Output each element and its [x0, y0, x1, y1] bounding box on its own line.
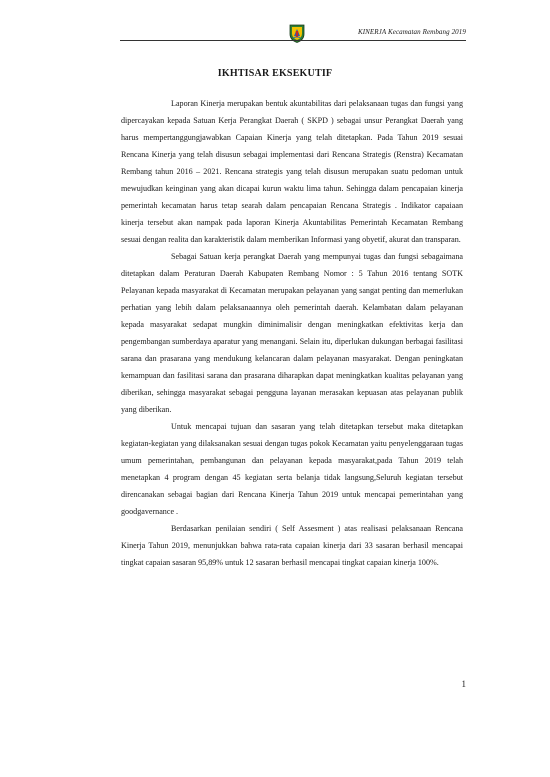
page-title: IKHTISAR EKSEKUTIF — [217, 68, 333, 79]
paragraph-1: Laporan Kinerja merupakan bentuk akuntabilitas dari pelaksanaan tugas dan fungsi yang dipercayakan kepada Satuan Kerja Perangkat Daerah ( SKPD ) sebagai unsur Perangkat Daerah yang harus mempertanggungjawabkan Capaian Kinerja yang telah ditetapkan. Pada Tahun 2019 sesuai Rencana Kinerja yang telah disusun sebagai implementasi dari Rencana Strategis (Renstra) Kecamatan Rembang tahun 2016 – 2021. Rencana strategis yang telah disusun merupakan suatu pedoman untuk mewujudkan keinginan yang akan dicapai kurun waktu lima tahun. Sehingga dalam pencapaian kinerja pemerintah kecamatan harus tetap searah dalam pencapaian Rencana Strategis . Indikator capaiaan kinerja tersebut akan nampak pada laporan Kinerja Akuntabilitas Pemerintah Kecamatan Rembang sesuai dengan realita dan karakteristik dalam memberikan Informasi yang obyetif, akurat dan transparan. — [121, 99, 463, 244]
paragraph-2: Sebagai Satuan kerja perangkat Daerah yang mempunyai tugas dan fungsi sebagaimana ditetapkan dalam Peraturan Daerah Kabupaten Rembang Nomor : 5 Tahun 2016 tentang SOTK Pelayanan kepada masyarakat di Kecamatan merupakan pelayanan yang sangat penting dan memerlukan perhatian yang lebih dalam pelaksanaannya oleh pemerintah daerah. Kelambatan dalam pelayanan kepada masyarakat sedapat mungkin diminimalisir dengan meningkatkan efektivitas kerja dan pengembangan sumberdaya aparatur yang menangani. Selain itu, diperlukan dukungan berbagai fasilitasi sarana dan prasarana yang mendukung kelancaran dalam pelayanan masyarakat. Dengan peningkatan kemampuan dan fasilitasi sarana dan prasarana diharapkan dapat meningkatkan kualitas pelayanan yang diberikan, sehingga masyarakat sebagai pengguna layanan merasakan kepuasan atas pelayanan publik yang diberikan. — [121, 252, 463, 414]
page-number: 1 — [461, 679, 466, 689]
paragraph-4: Berdasarkan penilaian sendiri ( Self Assesment ) atas realisasi pelaksanaan Rencana Kinerja Tahun 2019, menunjukkan bahwa rata-rata capaian kinerja dari 33 sasaran berhasil mencapai tingkat capaian sasaran 95,89% untuk 12 sasaran berhasil mencapai tingkat capaian kinerja 100%. — [121, 524, 463, 567]
header-divider — [120, 40, 466, 41]
document-body — [121, 95, 463, 571]
paragraph-3: Untuk mencapai tujuan dan sasaran yang telah ditetapkan tersebut maka ditetapkan kegiatan-kegiatan yang dilaksanakan sesuai dengan tugas pokok Kecamatan yaitu penyelenggaraan tugas umum pemerintahan, pembangunan dan pelayanan kepada masyarakat,pada Tahun 2019 telah menetapkan 4 program dengan 45 kegiatan serta belanja tidak langsung,Seluruh kegiatan tersebut direncanakan sebagai bagian dari Rencana Kinerja Tahun 2019 untuk mencapai pemerintahan yang goodgavernance . — [121, 422, 463, 516]
header-title: KINERJA Kecamatan Rembang 2019 — [357, 28, 466, 36]
